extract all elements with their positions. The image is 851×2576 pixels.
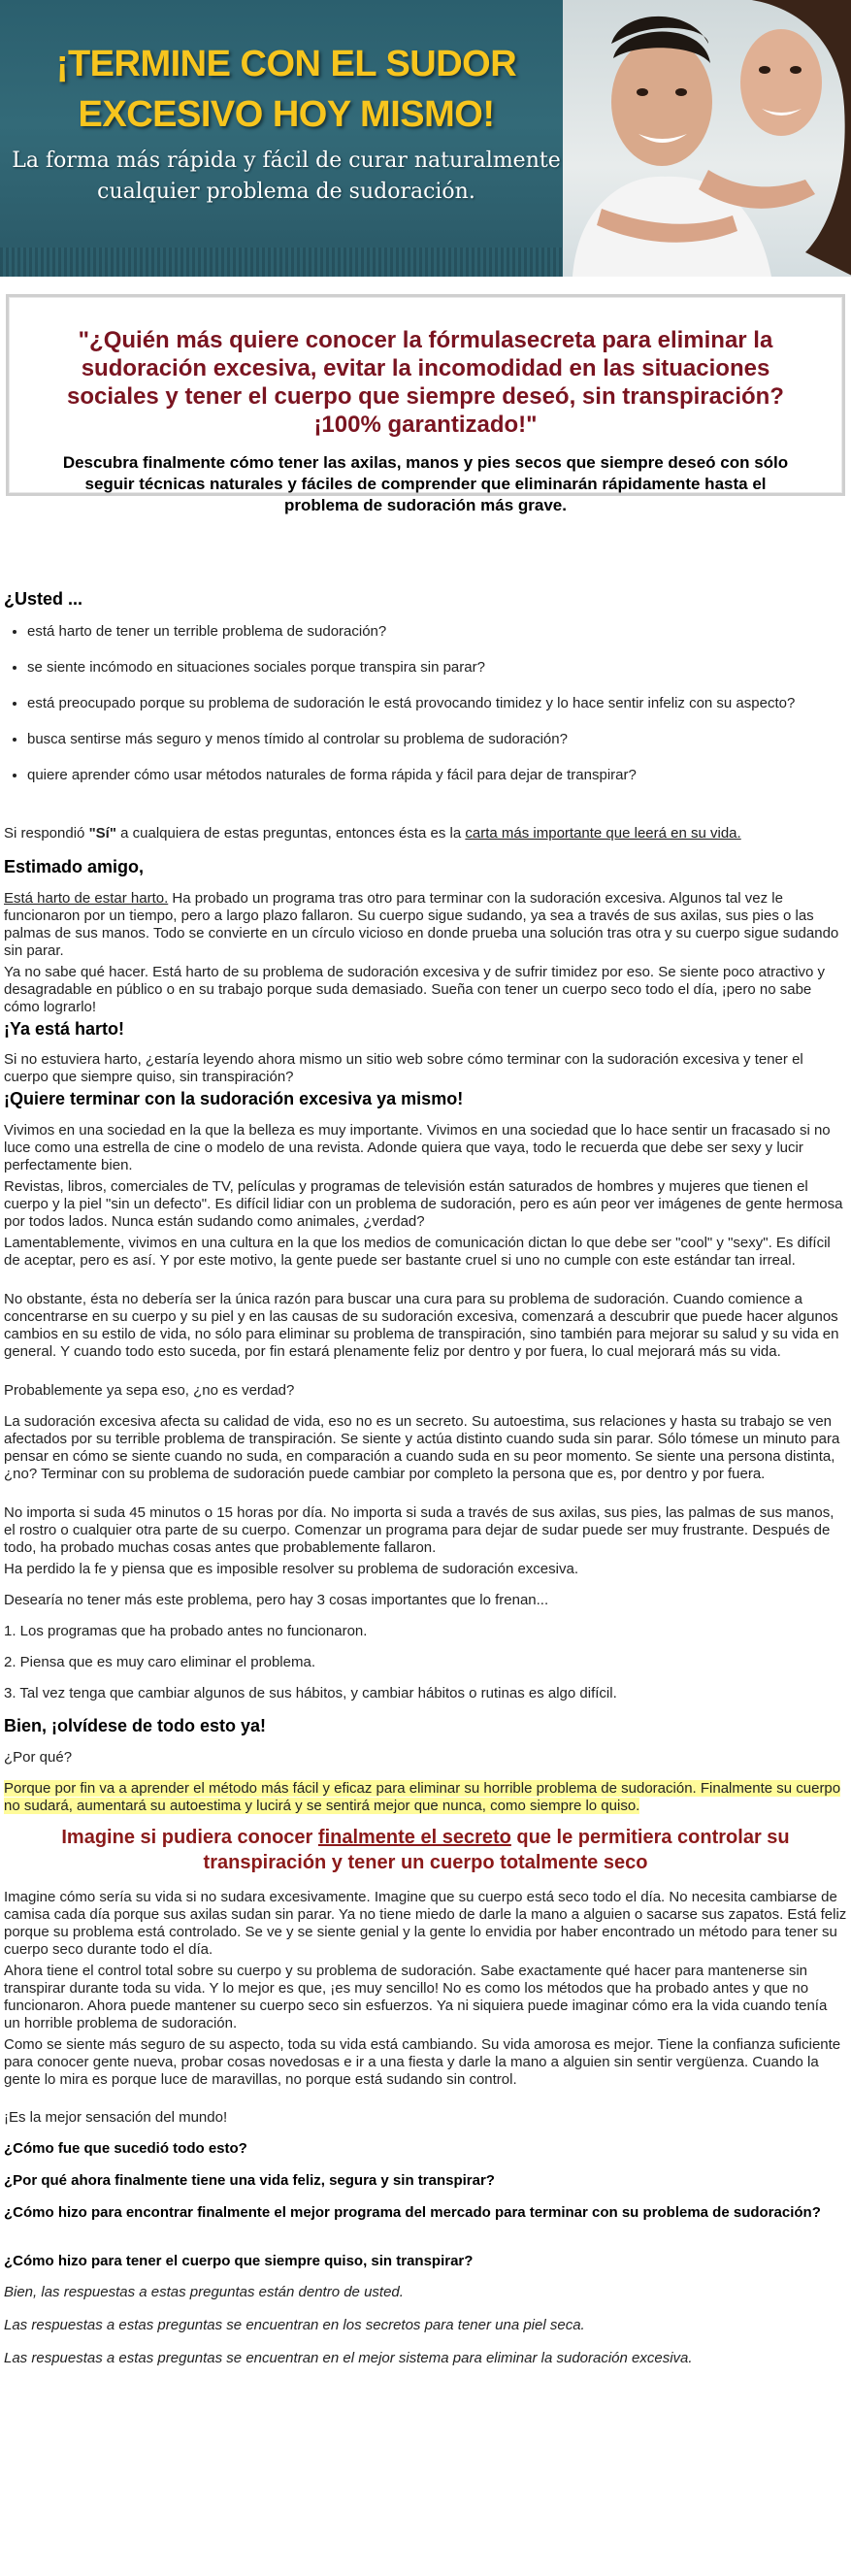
reason-2: 2. Piensa que es muy caro eliminar el problema.	[4, 1654, 315, 1670]
usted-heading: ¿Usted ...	[4, 589, 83, 609]
question-3: ¿Cómo hizo para encontrar finalmente el mejor programa del mercado para terminar con su problema de sudoración?	[4, 2204, 821, 2221]
paragraph-text: Ha probado un programa tras otro para terminar con la sudoración excesiva. Algunos tal vez le funcionaron por un tiempo, pero a largo plazo fallaron. Su cuerpo sigue sudando, ya sea a través de sus axilas, sus pies o las palmas de sus manos. Todo se convierte en un círculo vicioso en donde prueba una solución tras otra y su cuerpo sigue sudando sin parar.	[4, 890, 839, 959]
paragraph-14-highlight	[4, 1780, 847, 1815]
banner-tagline: La forma más rápida y fácil de curar naturalmente cualquier problema de sudoración.	[12, 149, 561, 204]
paragraph-17: Como se siente más seguro de su aspecto, toda su vida está cambiando. Su vida amorosa es mejor. Tiene la confianza suficiente para conocer gente nueva, probar cosas novedosas e ir a una fiesta y darle la mano a alguien sin sentir vergüenza. Cuando la gente lo mira es porque luce de maravillas, no porque está sudando sin control.	[4, 2036, 841, 2088]
imagine-text: Imagine si pudiera conocer	[61, 1827, 318, 1848]
paragraph-6: Lamentablemente, vivimos en una cultura en la que los medios de comunicación dictan lo que debe ser "cool" y "sexy". Es difícil de aceptar, pero es así. Y por este motivo, la gente puede ser bastante cruel si uno no cumple con este estándar tan irreal.	[4, 1235, 831, 1269]
paragraph-13: ¿Por qué?	[4, 1749, 73, 1766]
paragraph-9: La sudoración excesiva afecta su calidad de vida, eso no es un secreto. Su autoestima, sus relaciones y hasta su trabajo se ven afectados por su terrible problema de transpiración. Se siente y actúa distinto cuando suda sin parar. Sólo tómese un minuto para pensar en cómo se siente cuando no suda, en comparación a cuando suda en su peor momento. Se siente una persona distinta, ¿no? Terminar con su problema de sudoración puede cambiar por completo la persona que es, por dentro y por fuera.	[4, 1413, 840, 1482]
usted-answer	[4, 825, 851, 842]
couple-photo	[563, 0, 851, 277]
secret-link[interactable]: finalmente el secreto	[317, 1827, 511, 1848]
harto-link[interactable]: Está harto de estar harto.	[4, 890, 169, 907]
header-banner	[0, 0, 851, 277]
paragraph-8: Probablemente ya sepa eso, ¿no es verdad?	[4, 1382, 295, 1399]
paragraph-2: Ya no sabe qué hacer. Está harto de su problema de sudoración excesiva y de sufrir timidez por eso. Se siente poco atractivo y desagradable en público o en su trabajo porque suda demasiado. Sueña con tener un cuerpo seco todo el día, ¡pero no sabe cómo lograrlo!	[4, 964, 826, 1015]
important-letter-link[interactable]: carta más importante que leerá en su vida.	[465, 825, 741, 842]
answer-1: Bien, las respuestas a estas preguntas están dentro de usted.	[4, 2284, 404, 2300]
headline-question: "¿Quién más quiere conocer la fórmulasecreta para eliminar la sudoración excesiva, evitar la incomodidad en las situaciones sociales y tener el cuerpo que siempre deseó, sin transpiración? ¡100% garantizado!"	[67, 327, 784, 438]
imagine-text: que le permitiera controlar su transpiración y tener un cuerpo totalmente seco	[203, 1827, 790, 1873]
paragraph-18: ¡Es la mejor sensación del mundo!	[4, 2109, 228, 2126]
sales-letter	[0, 496, 851, 2561]
list-item: • quiere aprender cómo usar métodos naturales de forma rápida y fácil para dejar de transpirar?	[27, 767, 851, 784]
banner-headline: ¡TERMINE CON EL SUDOR EXCESIVO HOY MISMO!	[55, 44, 517, 135]
couple-illustration	[563, 0, 851, 277]
paragraph-5: Revistas, libros, comerciales de TV, películas y programas de televisión están saturados de hombres y mujeres que tienen el cuerpo y la piel "sin un defecto". Es difícil lidiar con un problema de sudoración, pero es aún peor ver imágenes de gente hermosa por todos lados. Nunca están sudando como animales, ¿verdad?	[4, 1178, 843, 1230]
heading-bien: Bien, ¡olvídese de todo esto ya!	[4, 1716, 267, 1735]
answer-text: a cualquiera de estas preguntas, entonces ésta es la	[115, 825, 466, 842]
paragraph-12: Desearía no tener más este problema, pero hay 3 cosas importantes que lo frenan...	[4, 1592, 549, 1608]
question-4: ¿Cómo hizo para tener el cuerpo que siempre quiso, sin transpirar?	[4, 2253, 474, 2269]
heading-quiere: ¡Quiere terminar con la sudoración excesiva ya mismo!	[4, 1089, 464, 1108]
paragraph-3: Si no estuviera harto, ¿estaría leyendo ahora mismo un sitio web sobre cómo terminar con la sudoración excesiva y tener el cuerpo que siempre quiso, sin transpiración?	[4, 1051, 803, 1085]
list-item: • está harto de tener un terrible problema de sudoración?	[27, 623, 851, 641]
paragraph-4: Vivimos en una sociedad en la que la belleza es muy importante. Vivimos en una sociedad que lo hace sentir un fracasado si no luce como una estrella de cine o modelo de una revista. Adonde quiera que vaya, todo le recuerda que debe ser sexy y lucir perfectamente bien.	[4, 1122, 831, 1173]
headline-subtext: Descubra finalmente cómo tener las axilas, manos y pies secos que siempre deseó con sólo seguir técnicas naturales y fáciles de comprender que eliminarán rápidamente hasta el problema de sudoración más grave.	[62, 453, 789, 514]
reason-3: 3. Tal vez tenga que cambiar algunos de sus hábitos, y cambiar hábitos o rutinas es algo difícil.	[4, 1685, 617, 1701]
question-1: ¿Cómo fue que sucedió todo esto?	[4, 2140, 247, 2157]
headline-box	[6, 294, 845, 514]
paragraph-10: No importa si suda 45 minutos o 15 horas por día. No importa si suda a través de sus axilas, sus pies, las palmas de sus manos, el rostro o cualquier otra parte de su cuerpo. Comenzar un programa para dejar de sudar puede ser muy frustrante. Después de todo, ha probado muchas cosas antes que probablemente fallaron.	[4, 1504, 835, 1556]
paragraph-11: Ha perdido la fe y piensa que es imposible resolver su problema de sudoración excesiva.	[4, 1561, 578, 1577]
list-item: • busca sentirse más seguro y menos tímido al controlar su problema de sudoración?	[27, 731, 851, 748]
question-2: ¿Por qué ahora finalmente tiene una vida feliz, segura y sin transpirar?	[4, 2172, 495, 2189]
answer-si: "Sí"	[88, 825, 116, 842]
list-item: • se siente incómodo en situaciones sociales porque transpira sin parar?	[27, 659, 851, 677]
heading-harto: ¡Ya está harto!	[4, 1019, 125, 1039]
paragraph-7: No obstante, ésta no debería ser la única razón para buscar una cura para su problema de sudoración. Cuando comience a concentrarse en su cuerpo y su piel y en las causas de su sudoración excesiva, comenzará a descubrir que puede hacer algunos cambios en su estilo de vida, no sólo para eliminar su problema de transpiración, sino también para mejorar su salud y su vida en general. Y cuando todo esto suceda, por fin estará plenamente feliz por dentro y por fuera, lo cual mejorará más su vida.	[4, 1291, 839, 1360]
answer-3: Las respuestas a estas preguntas se encuentran en el mejor sistema para eliminar la sudoración excesiva.	[4, 2350, 693, 2366]
usted-list	[4, 623, 851, 784]
imagine-heading	[0, 1825, 851, 1875]
reason-1: 1. Los programas que ha probado antes no funcionaron.	[4, 1623, 368, 1639]
answer-2: Las respuestas a estas preguntas se encuentran en los secretos para tener una piel seca.	[4, 2317, 585, 2333]
paragraph-1	[4, 890, 847, 960]
highlighted-text: Porque por fin va a aprender el método más fácil y eficaz para eliminar su horrible problema de sudoración. Finalmente su cuerpo no sudará, aumentará su autoestima y lucirá y se sentirá mejor que nunca, como siempre lo quiso.	[4, 1780, 841, 1814]
answer-text: Si respondió	[4, 825, 89, 842]
greeting: Estimado amigo,	[4, 857, 145, 876]
list-item: • está preocupado porque su problema de sudoración le está provocando timidez y lo hace sentir infeliz con su aspecto?	[27, 695, 851, 712]
paragraph-16: Ahora tiene el control total sobre su cuerpo y su problema de sudoración. Sabe exactamente qué hacer para mantenerse sin transpirar durante toda su vida. Y lo mejor es que, ¡es muy sencillo! No es como los métodos que ha probado antes y que no funcionaron. Ahora puede mantener su cuerpo seco sin esfuerzos. Ya ni siquiera puede imaginar cómo era la vida cuando tenía un horrible problema de sudoración.	[4, 1963, 828, 2031]
paragraph-15: Imagine cómo sería su vida si no sudara excesivamente. Imagine que su cuerpo está seco todo el día. No necesita cambiarse de camisa cada día porque sus axilas sudan sin parar. Ya no tiene miedo de darle la mano a alguien o sacarse sus zapatos. Está feliz porque su problema está controlado. Se ve y se siente genial y la gente lo envidia por haber encontrado un método para tener su cuerpo seco durante todo el día.	[4, 1889, 847, 1958]
